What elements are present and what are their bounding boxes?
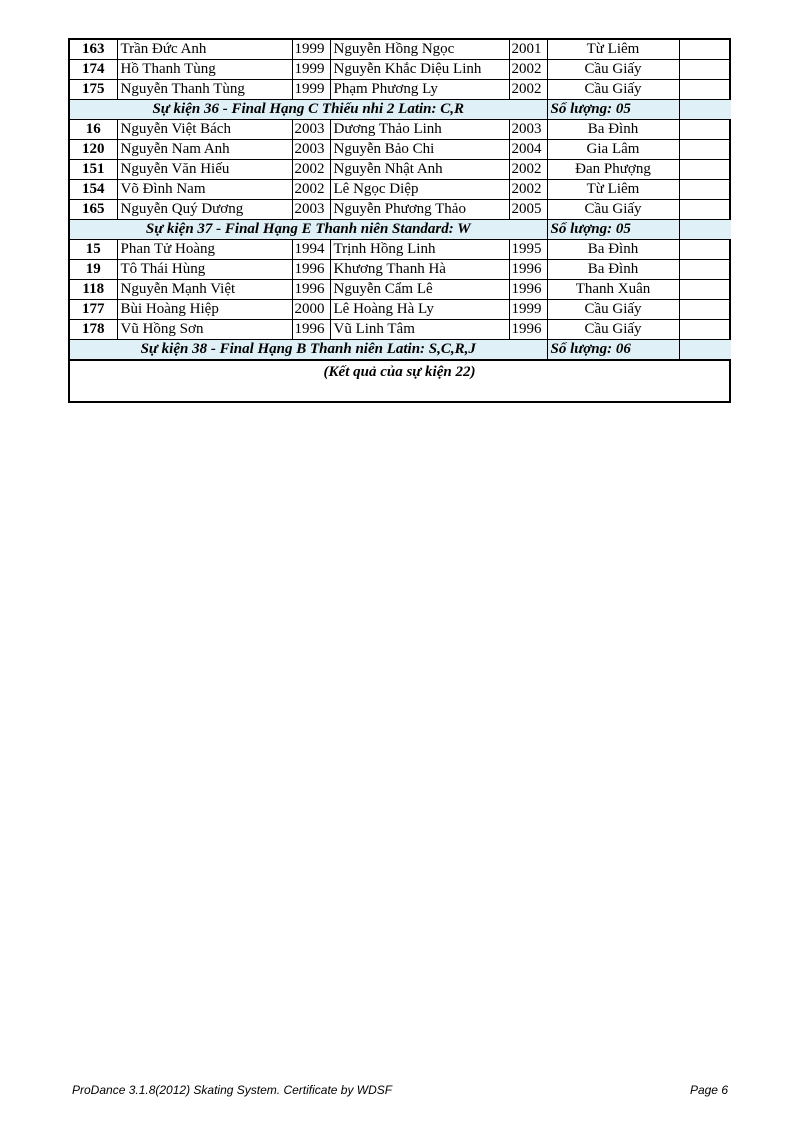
- partner-2-birth-year: 1999: [509, 300, 547, 320]
- partner-2-name: Nguyễn Cẩm Lê: [330, 280, 509, 300]
- couple-number: 175: [70, 80, 117, 100]
- couple-number: 19: [70, 260, 117, 280]
- club-name: Từ Liêm: [547, 40, 679, 60]
- table-row: [70, 160, 731, 180]
- partner-2-birth-year: 1996: [509, 260, 547, 280]
- partner-1-birth-year: 1996: [292, 320, 330, 340]
- partner-2-name: Trịnh Hồng Linh: [330, 240, 509, 260]
- results-table-container: [68, 38, 731, 403]
- table-row: [70, 200, 731, 220]
- partner-1-birth-year: 1994: [292, 240, 330, 260]
- partner-1-name: Vũ Hồng Sơn: [117, 320, 292, 340]
- partner-2-name: Nguyễn Khắc Diệu Linh: [330, 60, 509, 80]
- partner-1-birth-year: 2002: [292, 180, 330, 200]
- partner-2-birth-year: 2002: [509, 180, 547, 200]
- partner-2-birth-year: 1996: [509, 280, 547, 300]
- partner-1-name: Võ Đình Nam: [117, 180, 292, 200]
- partner-1-birth-year: 2003: [292, 120, 330, 140]
- table-row: [70, 280, 731, 300]
- partner-2-birth-year: 2002: [509, 60, 547, 80]
- couple-number: 165: [70, 200, 117, 220]
- partner-2-name: Nguyễn Nhật Anh: [330, 160, 509, 180]
- couple-number: 154: [70, 180, 117, 200]
- partner-2-birth-year: 2002: [509, 80, 547, 100]
- partner-2-birth-year: 2001: [509, 40, 547, 60]
- partner-1-birth-year: 2003: [292, 140, 330, 160]
- club-name: Đan Phượng: [547, 160, 679, 180]
- partner-1-name: Nguyễn Mạnh Việt: [117, 280, 292, 300]
- table-row: [70, 40, 731, 60]
- partner-1-birth-year: 1996: [292, 260, 330, 280]
- couple-number: 177: [70, 300, 117, 320]
- partner-2-birth-year: 2004: [509, 140, 547, 160]
- club-name: Ba Đình: [547, 120, 679, 140]
- empty-cell: [679, 280, 731, 300]
- partner-2-name: Nguyễn Hồng Ngọc: [330, 40, 509, 60]
- partner-2-birth-year: 1996: [509, 320, 547, 340]
- partner-2-birth-year: 2002: [509, 160, 547, 180]
- couple-number: 16: [70, 120, 117, 140]
- club-name: Cầu Giấy: [547, 200, 679, 220]
- empty-cell: [679, 160, 731, 180]
- partner-1-name: Nguyễn Quý Dương: [117, 200, 292, 220]
- event-title: Sự kiện 37 - Final Hạng E Thanh niên Standard: W: [70, 220, 547, 240]
- partner-2-name: Khương Thanh Hà: [330, 260, 509, 280]
- partner-2-birth-year: 2003: [509, 120, 547, 140]
- table-row: [70, 120, 731, 140]
- partner-2-name: Vũ Linh Tâm: [330, 320, 509, 340]
- partner-2-name: Lê Ngọc Diệp: [330, 180, 509, 200]
- club-name: Ba Đình: [547, 240, 679, 260]
- partner-1-birth-year: 1999: [292, 40, 330, 60]
- partner-1-name: Hồ Thanh Tùng: [117, 60, 292, 80]
- partner-1-name: Trần Đức Anh: [117, 40, 292, 60]
- partner-1-birth-year: 1999: [292, 80, 330, 100]
- partner-1-name: Nguyễn Thanh Tùng: [117, 80, 292, 100]
- partner-1-birth-year: 1999: [292, 60, 330, 80]
- empty-cell: [679, 100, 731, 120]
- empty-cell: [679, 60, 731, 80]
- partner-2-birth-year: 2005: [509, 200, 547, 220]
- event-count: Số lượng: 06: [547, 340, 679, 360]
- couple-number: 163: [70, 40, 117, 60]
- empty-cell: [679, 220, 731, 240]
- club-name: Gia Lâm: [547, 140, 679, 160]
- club-name: Từ Liêm: [547, 180, 679, 200]
- table-row: [70, 320, 731, 340]
- club-name: Cầu Giấy: [547, 80, 679, 100]
- partner-2-name: Nguyễn Bảo Chi: [330, 140, 509, 160]
- partner-2-name: Lê Hoàng Hà Ly: [330, 300, 509, 320]
- empty-cell: [679, 80, 731, 100]
- empty-cell: [679, 40, 731, 60]
- partner-2-name: Dương Thảo Linh: [330, 120, 509, 140]
- club-name: Cầu Giấy: [547, 60, 679, 80]
- couple-number: 15: [70, 240, 117, 260]
- couple-number: 118: [70, 280, 117, 300]
- partner-1-name: Nguyễn Nam Anh: [117, 140, 292, 160]
- event-title: Sự kiện 38 - Final Hạng B Thanh niên Latin: S,C,R,J: [70, 340, 547, 360]
- event-header-row: [70, 220, 731, 240]
- couple-number: 151: [70, 160, 117, 180]
- event-header-row: [70, 340, 731, 360]
- results-table-body: [70, 40, 731, 360]
- empty-cell: [679, 240, 731, 260]
- empty-cell: [679, 300, 731, 320]
- partner-2-name: Nguyễn Phương Thảo: [330, 200, 509, 220]
- couple-number: 178: [70, 320, 117, 340]
- partner-2-birth-year: 1995: [509, 240, 547, 260]
- partner-1-name: Phan Tử Hoàng: [117, 240, 292, 260]
- partner-1-name: Nguyễn Văn Hiếu: [117, 160, 292, 180]
- couple-number: 174: [70, 60, 117, 80]
- partner-1-birth-year: 2002: [292, 160, 330, 180]
- partner-1-name: Bùi Hoàng Hiệp: [117, 300, 292, 320]
- partner-1-birth-year: 2003: [292, 200, 330, 220]
- results-table: [70, 40, 731, 360]
- empty-cell: [679, 260, 731, 280]
- club-name: Ba Đình: [547, 260, 679, 280]
- couple-number: 120: [70, 140, 117, 160]
- table-row: [70, 240, 731, 260]
- partner-1-name: Tô Thái Hùng: [117, 260, 292, 280]
- club-name: Cầu Giấy: [547, 320, 679, 340]
- club-name: Cầu Giấy: [547, 300, 679, 320]
- empty-cell: [679, 180, 731, 200]
- empty-cell: [679, 140, 731, 160]
- table-row: [70, 300, 731, 320]
- footer-software: ProDance 3.1.8(2012) Skating System. Certificate by WDSF: [72, 1083, 393, 1097]
- footer-page-number: Page 6: [689, 1083, 728, 1097]
- event-title: Sự kiện 36 - Final Hạng C Thiếu nhi 2 Latin: C,R: [70, 100, 547, 120]
- table-row: [70, 260, 731, 280]
- table-row: [70, 140, 731, 160]
- empty-cell: [679, 340, 731, 360]
- empty-cell: [679, 200, 731, 220]
- club-name: Thanh Xuân: [547, 280, 679, 300]
- empty-cell: [679, 120, 731, 140]
- table-row: [70, 180, 731, 200]
- event-header-row: [70, 100, 731, 120]
- partner-1-birth-year: 1996: [292, 280, 330, 300]
- partner-2-name: Phạm Phương Ly: [330, 80, 509, 100]
- partner-1-birth-year: 2000: [292, 300, 330, 320]
- note-text: (Kết quả của sự kiện 22): [70, 360, 729, 401]
- empty-cell: [679, 320, 731, 340]
- table-row: [70, 60, 731, 80]
- table-row: [70, 80, 731, 100]
- event-count: Số lượng: 05: [547, 220, 679, 240]
- event-count: Số lượng: 05: [547, 100, 679, 120]
- partner-1-name: Nguyễn Việt Bách: [117, 120, 292, 140]
